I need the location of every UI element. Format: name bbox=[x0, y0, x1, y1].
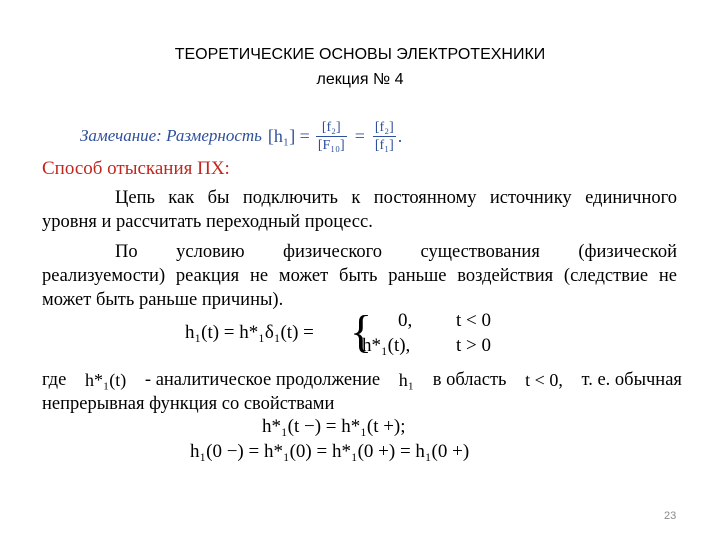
remark-fraction-2 bbox=[373, 119, 396, 154]
cases-brace: { bbox=[350, 306, 373, 357]
where-prefix: где bbox=[42, 370, 67, 390]
fraction-2-denominator: [f₁] bbox=[374, 137, 394, 153]
fraction-1-numerator: [f₂] bbox=[316, 119, 347, 137]
remark-fraction-1 bbox=[316, 119, 347, 154]
paragraph-1-line-2: уровня и рассчитать переходный процесс. bbox=[42, 212, 373, 232]
where-condition: t < 0, bbox=[525, 370, 563, 390]
dimension-remark bbox=[80, 114, 402, 158]
paragraph-2-line-3: может быть раньше причины). bbox=[42, 290, 284, 310]
case-1-condition: t < 0 bbox=[456, 310, 491, 331]
fraction-2-numerator: [f₂] bbox=[374, 119, 394, 135]
remark-period: . bbox=[397, 125, 403, 146]
page-number: 23 bbox=[664, 510, 677, 522]
where-text-3: т. е. обычная bbox=[581, 370, 682, 390]
paragraph-2-line-1: По условию физического существования (физической bbox=[115, 242, 677, 262]
where-function: h*₁(t) bbox=[84, 370, 127, 390]
property-formula-2: h₁(0 −) = h*₁(0) = h*₁(0 +) = h₁(0 +) bbox=[190, 441, 470, 462]
where-variable: h₁ bbox=[398, 370, 415, 390]
case-1-value: 0, bbox=[398, 310, 413, 331]
where-text-2: в область bbox=[432, 370, 507, 390]
section-heading: Способ отыскания ПХ: bbox=[42, 158, 230, 179]
page-title: ТЕОРЕТИЧЕСКИЕ ОСНОВЫ ЭЛЕКТРОТЕХНИКИ bbox=[174, 46, 546, 63]
fraction-1-denominator: [F₁₀] bbox=[317, 137, 345, 153]
where-line bbox=[42, 368, 682, 392]
impulse-response-formula: h₁(t) = h*₁δ₁(t) = bbox=[185, 322, 314, 343]
case-2-condition: t > 0 bbox=[456, 335, 491, 356]
lecture-subtitle: лекция № 4 bbox=[316, 71, 404, 88]
case-2-value: h*₁(t), bbox=[362, 335, 411, 356]
paragraph-1-line-1: Цепь как бы подключить к постоянному источнику единичного bbox=[115, 188, 677, 208]
remark-equals: = bbox=[354, 125, 365, 146]
property-formula-1: h*₁(t −) = h*₁(t +); bbox=[262, 416, 406, 437]
remark-label: Замечание: Размерность bbox=[80, 126, 262, 145]
continuation-line: непрерывная функция со свойствами bbox=[42, 394, 335, 414]
paragraph-2-line-2: реализуемости) реакция не может быть раньше воздействия (следствие не bbox=[42, 266, 677, 286]
where-text-1: - аналитическое продолжение bbox=[144, 370, 381, 390]
remark-lhs: [h₁] = bbox=[267, 125, 310, 146]
